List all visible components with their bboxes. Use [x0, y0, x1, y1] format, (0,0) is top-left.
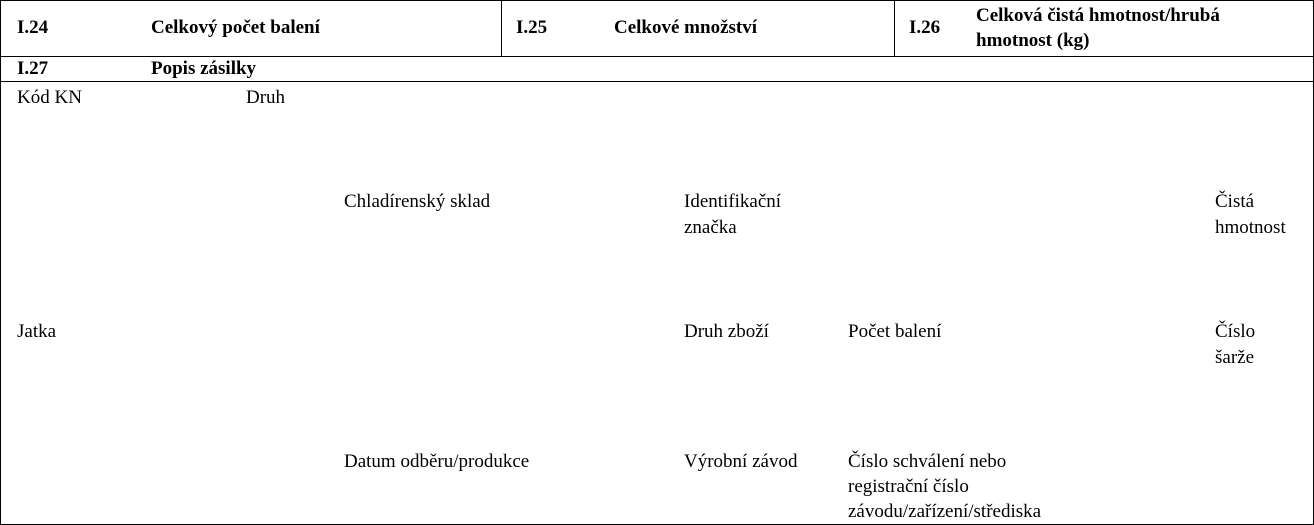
- net-weight-label-line1: Čistá: [1215, 191, 1255, 212]
- identification-mark-label-line1: Identifikační: [684, 191, 782, 212]
- net-weight-label-line2: hmotnost: [1215, 217, 1286, 238]
- consignment-description-title: Popis zásilky: [151, 58, 257, 79]
- column-divider-1: [501, 1, 502, 56]
- field-code-i24: I.24: [17, 17, 49, 38]
- batch-number-label-line2: šarže: [1215, 347, 1255, 368]
- cn-code-label: Kód KN: [17, 87, 82, 108]
- field-code-i26: I.26: [909, 17, 941, 38]
- approval-number-label-line3: závodu/zařízení/střediska: [848, 501, 1042, 522]
- number-of-packages-label: Počet balení: [848, 321, 942, 342]
- species-label: Druh: [246, 87, 286, 108]
- total-weight-label-line1: Celková čistá hmotnost/hrubá: [976, 5, 1220, 26]
- approval-number-label-line1: Číslo schválení nebo: [848, 451, 1007, 472]
- commodity-type-label: Druh zboží: [684, 321, 769, 342]
- field-code-i25: I.25: [516, 17, 548, 38]
- identification-mark-label-line2: značka: [684, 217, 737, 238]
- collection-date-label: Datum odběru/produkce: [344, 451, 530, 472]
- total-packages-label: Celkový počet balení: [151, 17, 320, 38]
- cold-store-label: Chladírenský sklad: [344, 191, 491, 212]
- column-divider-2: [894, 1, 895, 56]
- total-weight-label-line2: hmotnost (kg): [976, 30, 1090, 51]
- manufacturing-plant-label: Výrobní závod: [684, 451, 798, 472]
- slaughterhouse-label: Jatka: [17, 321, 57, 342]
- approval-number-label-line2: registrační číslo: [848, 476, 969, 497]
- field-code-i27: I.27: [17, 58, 49, 79]
- total-quantity-label: Celkové množství: [614, 17, 758, 38]
- batch-number-label-line1: Číslo: [1215, 321, 1256, 342]
